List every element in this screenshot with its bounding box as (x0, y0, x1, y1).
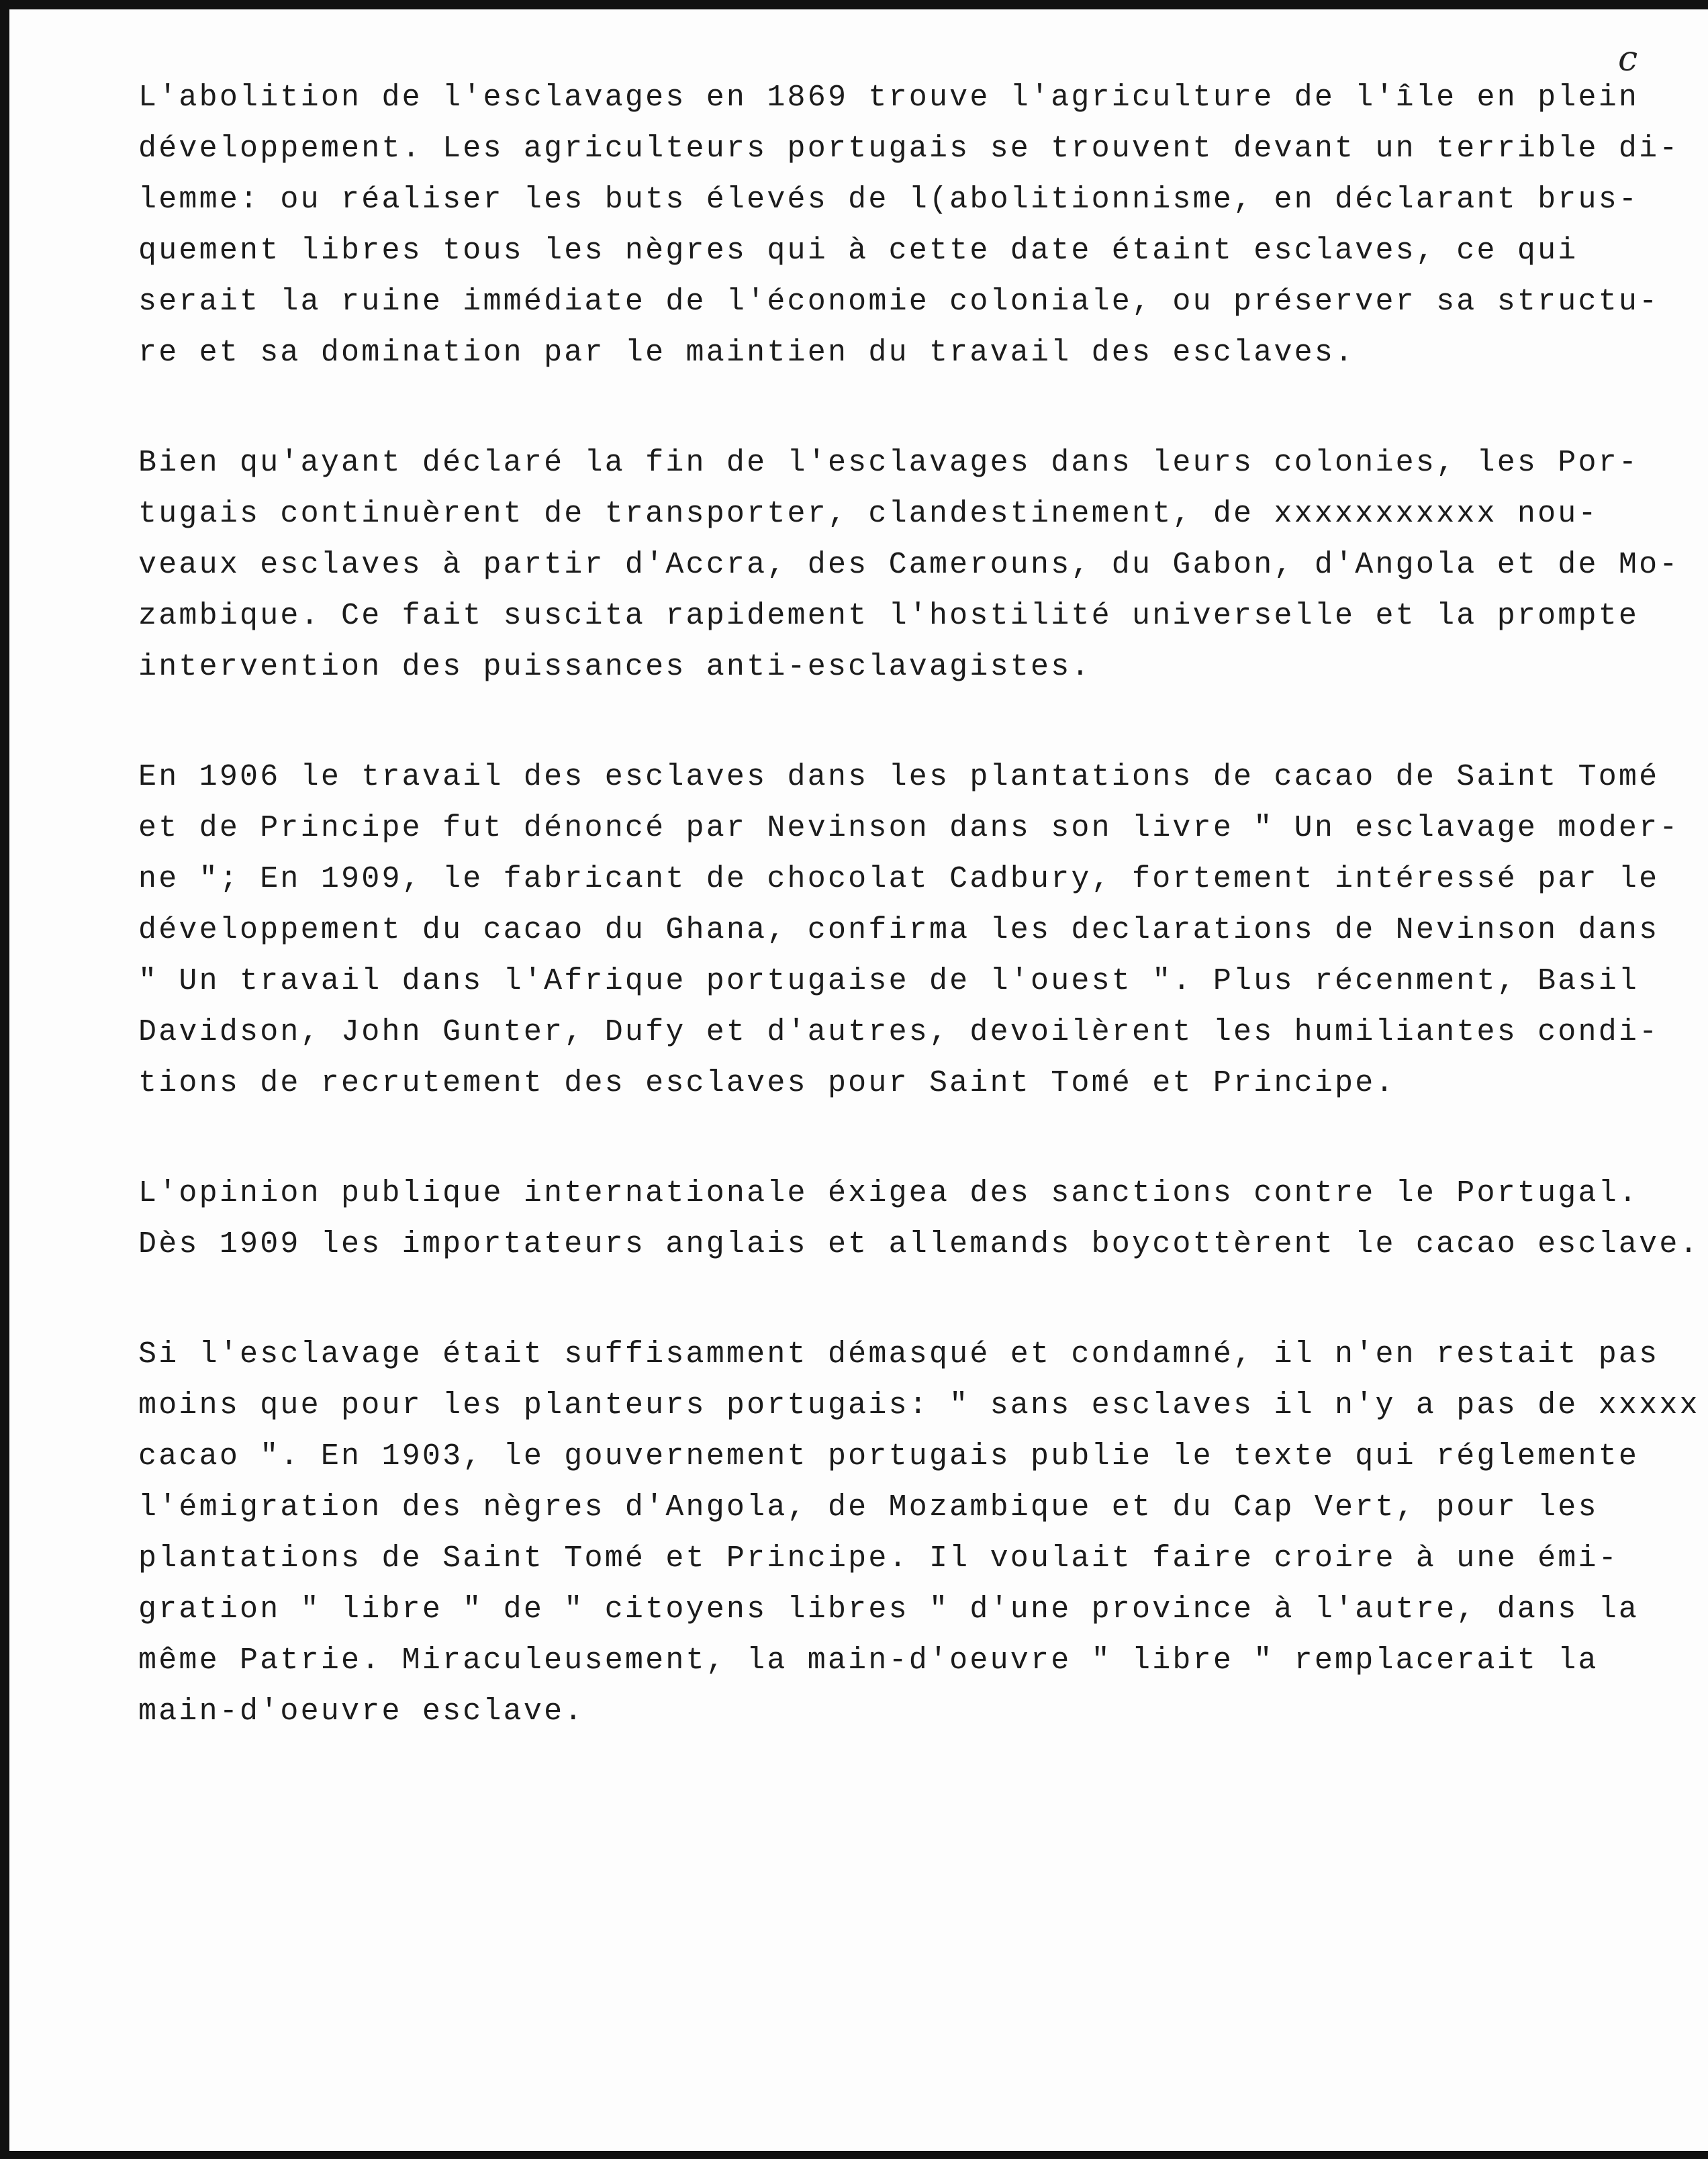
text-line: re et sa domination par le maintien du travail des esclaves. (138, 336, 1356, 370)
text-line: Si l'esclavage était suffisamment démasqué et condamné, il n'en restait pas (138, 1337, 1660, 1372)
text-line: En 1906 le travail des esclaves dans les plantations de cacao de Saint Tomé (138, 760, 1660, 794)
text-line: lemme: ou réaliser les buts élevés de l(abolitionnisme, en déclarant brus- (138, 183, 1640, 217)
text-line: tugais continuèrent de transporter, clandestinement, de xxxxxxxxxxx nou- (138, 497, 1599, 531)
text-line: serait la ruine immédiate de l'économie coloniale, ou préserver sa structu- (138, 285, 1660, 319)
text-line: main-d'oeuvre esclave. (138, 1694, 585, 1729)
text-line: Bien qu'ayant déclaré la fin de l'esclavages dans leurs colonies, les Por- (138, 446, 1640, 480)
document-body (138, 73, 1700, 1796)
text-line: même Patrie. Miraculeusement, la main-d'oeuvre " libre " remplacerait la (138, 1643, 1599, 1678)
text-line: cacao ". En 1903, le gouvernement portugais publie le texte qui réglemente (138, 1439, 1640, 1474)
text-line: Dès 1909 les importateurs anglais et allemands boycottèrent le cacao esclave. (138, 1227, 1700, 1261)
text-line: développement. Les agriculteurs portugais se trouvent devant un terrible di- (138, 132, 1680, 166)
text-line: tions de recrutement des esclaves pour Saint Tomé et Principe. (138, 1066, 1396, 1100)
text-line: plantations de Saint Tomé et Principe. Il voulait faire croire à une émi- (138, 1541, 1619, 1576)
text-line: intervention des puissances anti-esclavagistes. (138, 650, 1092, 684)
text-line: moins que pour les planteurs portugais: " sans esclaves il n'y a pas de xxxxx (138, 1388, 1700, 1423)
paragraph-2 (138, 438, 1682, 693)
text-line: " Un travail dans l'Afrique portugaise de l'ouest ". Plus récenment, Basil (138, 964, 1640, 998)
text-line: L'abolition de l'esclavages en 1869 trouve l'agriculture de l'île en plein (138, 81, 1640, 115)
paragraph-3 (138, 752, 1682, 1109)
text-line: développement du cacao du Ghana, confirma les declarations de Nevinson dans (138, 913, 1660, 947)
paragraph-5 (138, 1329, 1700, 1737)
page-number-mark: c (1618, 39, 1638, 79)
text-line: Davidson, John Gunter, Dufy et d'autres, devoilèrent les humiliantes condi- (138, 1015, 1660, 1049)
page-left-edge (0, 0, 9, 2159)
text-line: veaux esclaves à partir d'Accra, des Camerouns, du Gabon, d'Angola et de Mo- (138, 548, 1680, 582)
text-line: quement libres tous les nègres qui à cette date étaint esclaves, ce qui (138, 234, 1578, 268)
paragraph-1 (138, 73, 1682, 379)
paragraph-4 (138, 1168, 1700, 1270)
text-line: l'émigration des nègres d'Angola, de Mozambique et du Cap Vert, pour les (138, 1490, 1599, 1525)
text-line: ne "; En 1909, le fabricant de chocolat Cadbury, fortement intéressé par le (138, 862, 1660, 896)
page-bottom-edge (0, 2151, 1708, 2159)
text-line: L'opinion publique internationale éxigea des sanctions contre le Portugal. (138, 1176, 1640, 1210)
text-line: gration " libre " de " citoyens libres " d'une province à l'autre, dans la (138, 1592, 1640, 1627)
text-line: zambique. Ce fait suscita rapidement l'hostilité universelle et la prompte (138, 599, 1640, 633)
page-top-edge (0, 0, 1708, 9)
text-line: et de Principe fut dénoncé par Nevinson dans son livre " Un esclavage moder- (138, 811, 1680, 845)
